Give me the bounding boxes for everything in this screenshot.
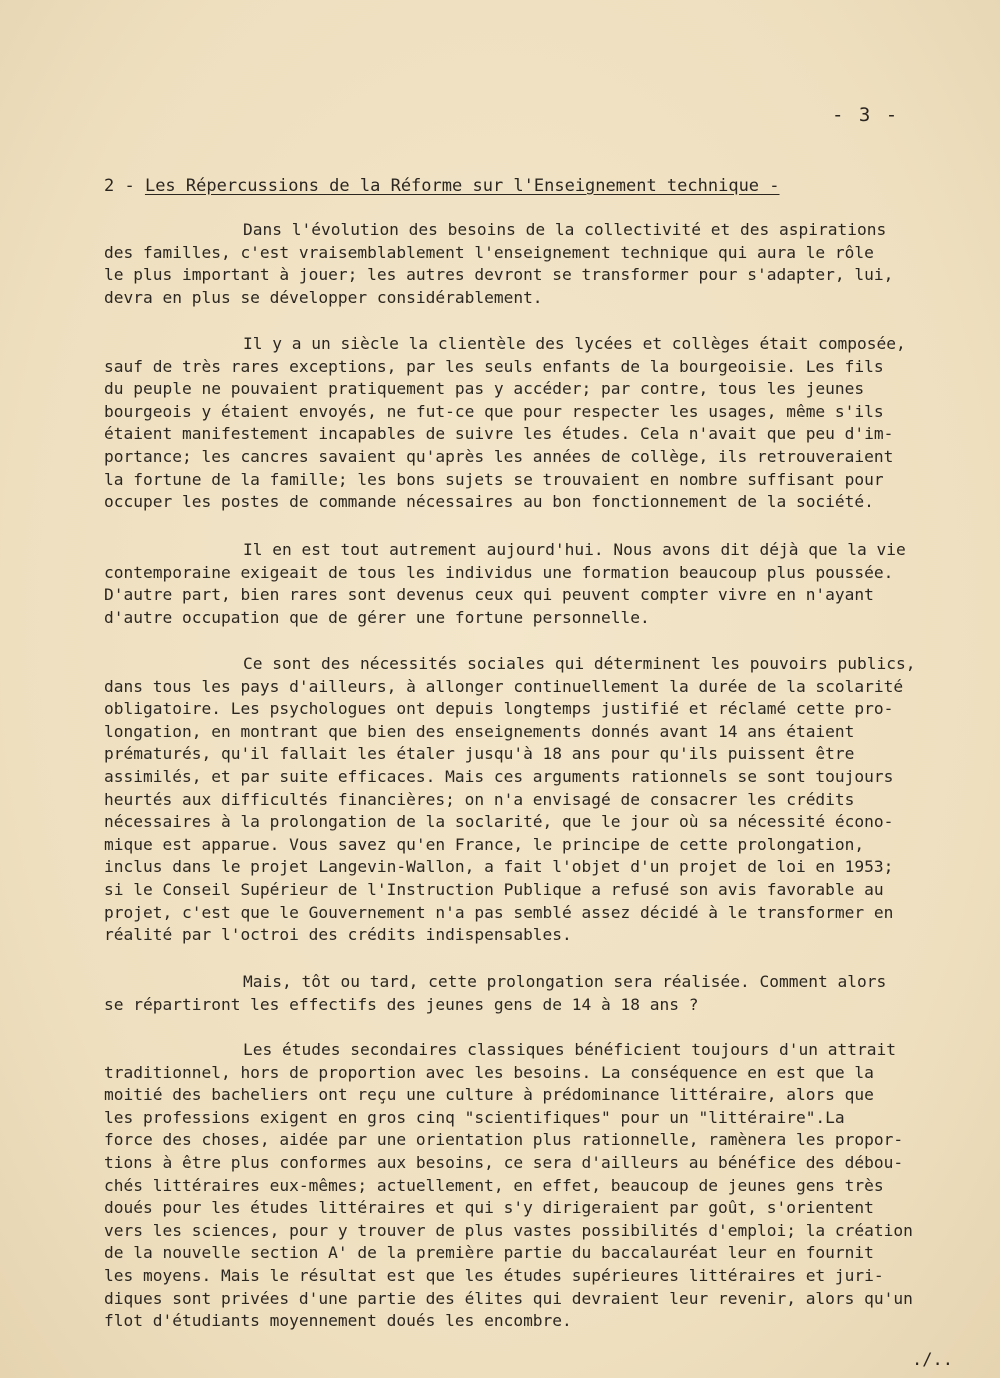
text-line: doués pour les études littéraires et qui s'y dirigeraient par goût, s'orientent	[104, 1198, 874, 1218]
paragraph	[104, 333, 994, 514]
section-title: Les Répercussions de la Réforme sur l'Enseignement technique -	[144, 176, 780, 196]
text-line: bourgeois y étaient envoyés, ne fut-ce que pour respecter les usages, même s'ils	[104, 401, 884, 421]
text-line: Il y a un siècle la clientèle des lycées et collèges était composée,	[243, 334, 906, 353]
text-line: de la nouvelle section A' de la première partie du baccalauréat leur en fournit	[104, 1243, 874, 1263]
text-line: Ce sont des nécessités sociales qui déterminent les pouvoirs publics,	[243, 654, 916, 673]
text-line: du peuple ne pouvaient pratiquement pas y accéder; par contre, tous les jeunes	[104, 379, 865, 399]
text-line: heurtés aux difficultés financières; on n'a envisagé de consacrer les crédits	[104, 789, 855, 809]
text-line: moitié des bacheliers ont reçu une culture à prédominance littéraire, alors que	[104, 1085, 874, 1105]
text-line: sauf de très rares exceptions, par les seuls enfants de la bourgeoisie. Les fils	[104, 356, 884, 376]
section-number: 2 -	[104, 176, 145, 196]
text-line: Les études secondaires classiques bénéficient toujours d'un attrait	[243, 1040, 896, 1059]
paragraph	[104, 653, 994, 947]
text-line: devra en plus se développer considérablement.	[104, 287, 543, 307]
text-line: chés littéraires eux-mêmes; actuellement, en effet, beaucoup de jeunes gens très	[104, 1175, 884, 1195]
text-line: dans tous les pays d'ailleurs, à allonger continuellement la durée de la scolarité	[104, 676, 904, 696]
text-line: les professions exigent en gros cinq "scientifiques" pour un "littéraire".La	[104, 1107, 845, 1127]
text-line: traditionnel, hors de proportion avec les besoins. La conséquence en est que la	[104, 1062, 874, 1082]
text-line: d'autre occupation que de gérer une fortune personnelle.	[104, 607, 650, 627]
text-line: contemporaine exigeait de tous les individus une formation beaucoup plus poussée.	[104, 562, 894, 582]
paragraph	[104, 219, 994, 309]
text-line: obligatoire. Les psychologues ont depuis longtemps justifié et réclamé cette pro-	[104, 699, 894, 719]
text-line: Mais, tôt ou tard, cette prolongation sera réalisée. Comment alors	[243, 972, 887, 991]
text-line: vers les sciences, pour y trouver de plus vastes possibilités d'emploi; la création	[104, 1220, 913, 1240]
text-line: projet, c'est que le Gouvernement n'a pas semblé assez décidé à le transformer en	[104, 902, 894, 922]
text-line: flot d'étudiants moyennement doués les encombre.	[104, 1311, 572, 1331]
text-line: le plus important à jouer; les autres devront se transformer pour s'adapter, lui,	[104, 265, 894, 285]
text-line: occuper les postes de commande nécessaires au bon fonctionnement de la société.	[104, 492, 874, 512]
text-line: se répartiront les effectifs des jeunes gens de 14 à 18 ans ?	[104, 994, 699, 1014]
text-line: portance; les cancres savaient qu'après les années de collège, ils retrouveraient	[104, 446, 894, 466]
paragraph	[104, 971, 994, 1016]
text-line: prématurés, qu'il fallait les étaler jusqu'à 18 ans pour qu'ils puissent être	[104, 744, 855, 764]
text-line: tions à être plus conformes aux besoins, ce sera d'ailleurs au bénéfice des débou-	[104, 1152, 904, 1172]
text-line: des familles, c'est vraisemblablement l'enseignement technique qui aura le rôle	[104, 242, 874, 262]
text-line: nécessaires à la prolongation de la soclarité, que le jour où sa nécessité écono-	[104, 812, 894, 832]
text-line: longation, en montrant que bien des enseignements donnés avant 14 ans étaient	[104, 721, 855, 741]
text-line: force des choses, aidée par une orientation plus rationnelle, ramènera les propor-	[104, 1130, 904, 1150]
text-line: mique est apparue. Vous savez qu'en France, le principe de cette prolongation,	[104, 834, 865, 854]
text-line: D'autre part, bien rares sont devenus ceux qui peuvent compter vivre en n'ayant	[104, 585, 874, 605]
text-line: diques sont privées d'une partie des élites qui devraient leur revenir, alors qu'un	[104, 1288, 913, 1308]
text-line: Dans l'évolution des besoins de la collectivité et des aspirations	[243, 220, 887, 239]
section-heading	[104, 176, 780, 196]
page-number: - 3 -	[832, 104, 900, 126]
text-line: assimilés, et par suite efficaces. Mais ces arguments rationnels se sont toujours	[104, 766, 894, 786]
text-line: inclus dans le projet Langevin-Wallon, a fait l'objet d'un projet de loi en 1953;	[104, 857, 894, 877]
text-line: la fortune de la famille; les bons sujets se trouvaient en nombre suffisant pour	[104, 469, 884, 489]
text-line: Il en est tout autrement aujourd'hui. Nous avons dit déjà que la vie	[243, 540, 906, 559]
text-line: si le Conseil Supérieur de l'Instruction Publique a refusé son avis favorable au	[104, 879, 884, 899]
text-line: étaient manifestement incapables de suivre les études. Cela n'avait que peu d'im-	[104, 424, 894, 444]
paragraph	[104, 539, 994, 629]
text-line: les moyens. Mais le résultat est que les études supérieures littéraires et juri-	[104, 1265, 884, 1285]
continuation-mark: ./..	[912, 1350, 953, 1370]
paragraph	[104, 1039, 994, 1333]
text-line: réalité par l'octroi des crédits indispensables.	[104, 925, 572, 945]
